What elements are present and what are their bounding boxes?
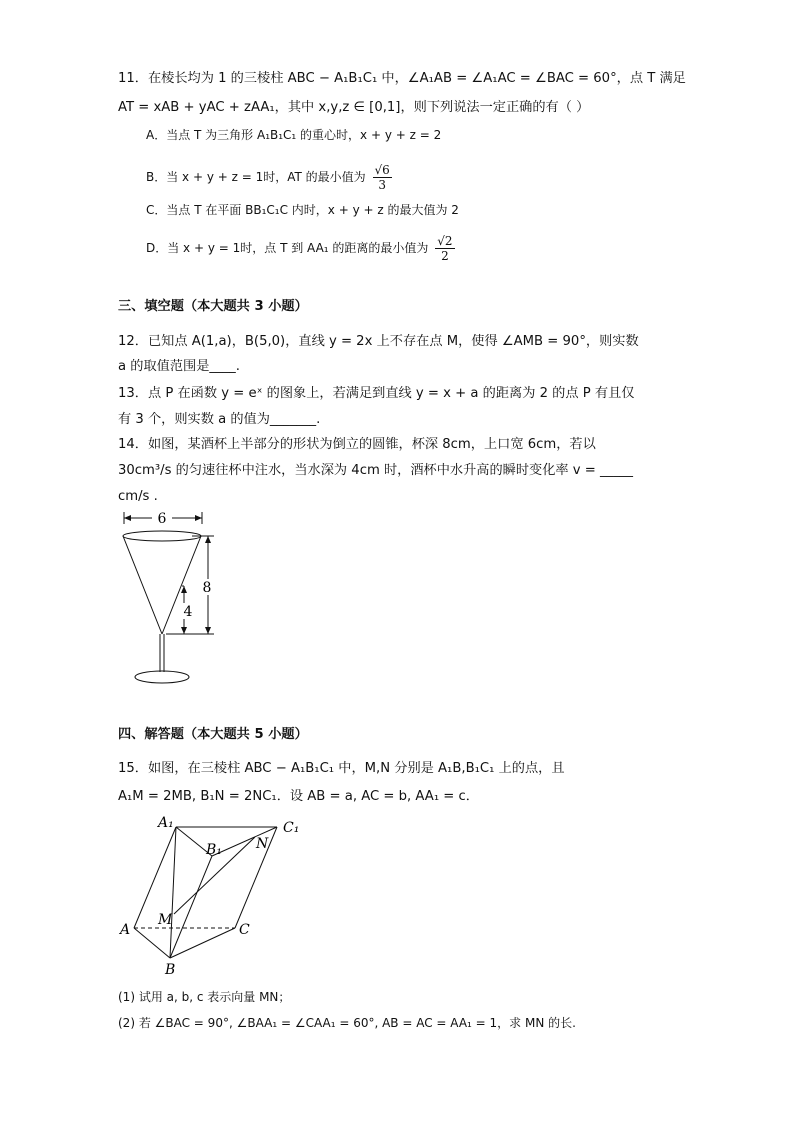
label-b1: B₁ [206,842,222,858]
q11-option-d-denominator: 2 [441,249,449,263]
segment-a1-b [170,827,176,958]
label-a: A [120,922,131,938]
cup-rim [123,531,201,541]
q11-option-d-numerator: √2 [437,234,453,248]
label-b: B [165,962,176,978]
cone-left-side [123,536,162,634]
q14-line2: 30cm³/s 的匀速往杯中注水，当水深为 4cm 时，酒杯中水升高的瞬时变化率 v = _____ [118,463,633,478]
width-arrow-right [195,515,202,521]
q12-line2: a 的取值范围是____. [118,359,240,374]
section-answer-title: 四、解答题（本大题共 5 小题） [118,727,308,742]
glass-base [135,671,189,683]
q11-line2: AT = xAB + yAC + zAA₁，其中 x,y,z ∈ [0,1]，则下列说法一定正确的有（ ） [118,100,590,115]
width-label: 6 [157,511,167,527]
q15-line2: A₁M = 2MB, B₁N = 2NC₁．设 AB = a, AC = b, AA₁ = c． [118,789,479,804]
q15-sub2: (2) 若 ∠BAC = 90°, ∠BAA₁ = ∠CAA₁ = 60°, AB = AC = AA₁ = 1，求 MN 的长. [118,1016,576,1030]
q12-line1: 12．已知点 A(1,a)，B(5,0)，直线 y = 2x 上不存在点 M，使得 ∠AMB = 90°，则实数 [118,334,639,349]
label-c1: C₁ [283,820,300,836]
water-label: 4 [183,604,193,620]
label-m: M [158,912,173,928]
width-arrow-left [124,515,131,521]
depth-label: 8 [202,580,212,596]
depth-arrow-bottom [205,627,211,634]
q13-line2: 有 3 个，则实数 a 的值为_______. [118,412,321,427]
label-c: C [239,922,250,938]
q11-option-b-fraction [373,163,392,192]
q11-option-b-numerator: √6 [374,163,390,177]
label-n: N [256,836,269,852]
edge-b1-b [170,856,212,958]
q14-line1: 14．如图，某酒杯上半部分的形状为倒立的圆锥，杯深 8cm，上口宽 6cm，若以 [118,437,596,452]
q11-option-b-denominator: 3 [378,178,386,192]
q14-line3: cm/s . [118,489,158,504]
cone-right-side [162,536,201,634]
q15-sub1: (1) 试用 a, b, c 表示向量 MN； [118,990,291,1004]
q15-line1: 15．如图，在三棱柱 ABC − A₁B₁C₁ 中，M,N 分别是 A₁B,B₁C₁ 上的点，且 [118,761,565,776]
edge-a-b [134,928,170,958]
label-a1: A₁ [158,815,174,831]
water-arrow-top [181,586,187,593]
q11-option-b [146,163,392,192]
q11-option-b-text: B．当 x + y + z = 1时，AT 的最小值为 [146,170,366,184]
q11-option-d [146,234,455,263]
depth-arrow-top [205,536,211,543]
q11-option-d-fraction [435,234,454,263]
edge-b-c [170,928,235,958]
water-arrow-bottom [181,627,187,634]
q11-option-c: C．当点 T 在平面 BB₁C₁C 内时，x + y + z 的最大值为 2 [146,203,459,217]
q11-option-a: A．当点 T 为三角形 A₁B₁C₁ 的重心时，x + y + z = 2 [146,128,442,142]
section-fill-in-title: 三、填空题（本大题共 3 小题） [118,299,308,314]
q11-line1: 11．在棱长均为 1 的三棱柱 ABC − A₁B₁C₁ 中，∠A₁AB = ∠A₁AC = ∠BAC = 60°，点 T 满足 [118,71,686,86]
q13-line1: 13．点 P 在函数 y = eˣ 的图象上，若满足到直线 y = x + a 的距离为 2 的点 P 有且仅 [118,386,635,401]
wine-glass-figure [112,508,222,690]
q11-option-d-text: D．当 x + y = 1时，点 T 到 AA₁ 的距离的最小值为 [146,241,429,255]
prism-figure [112,812,312,980]
